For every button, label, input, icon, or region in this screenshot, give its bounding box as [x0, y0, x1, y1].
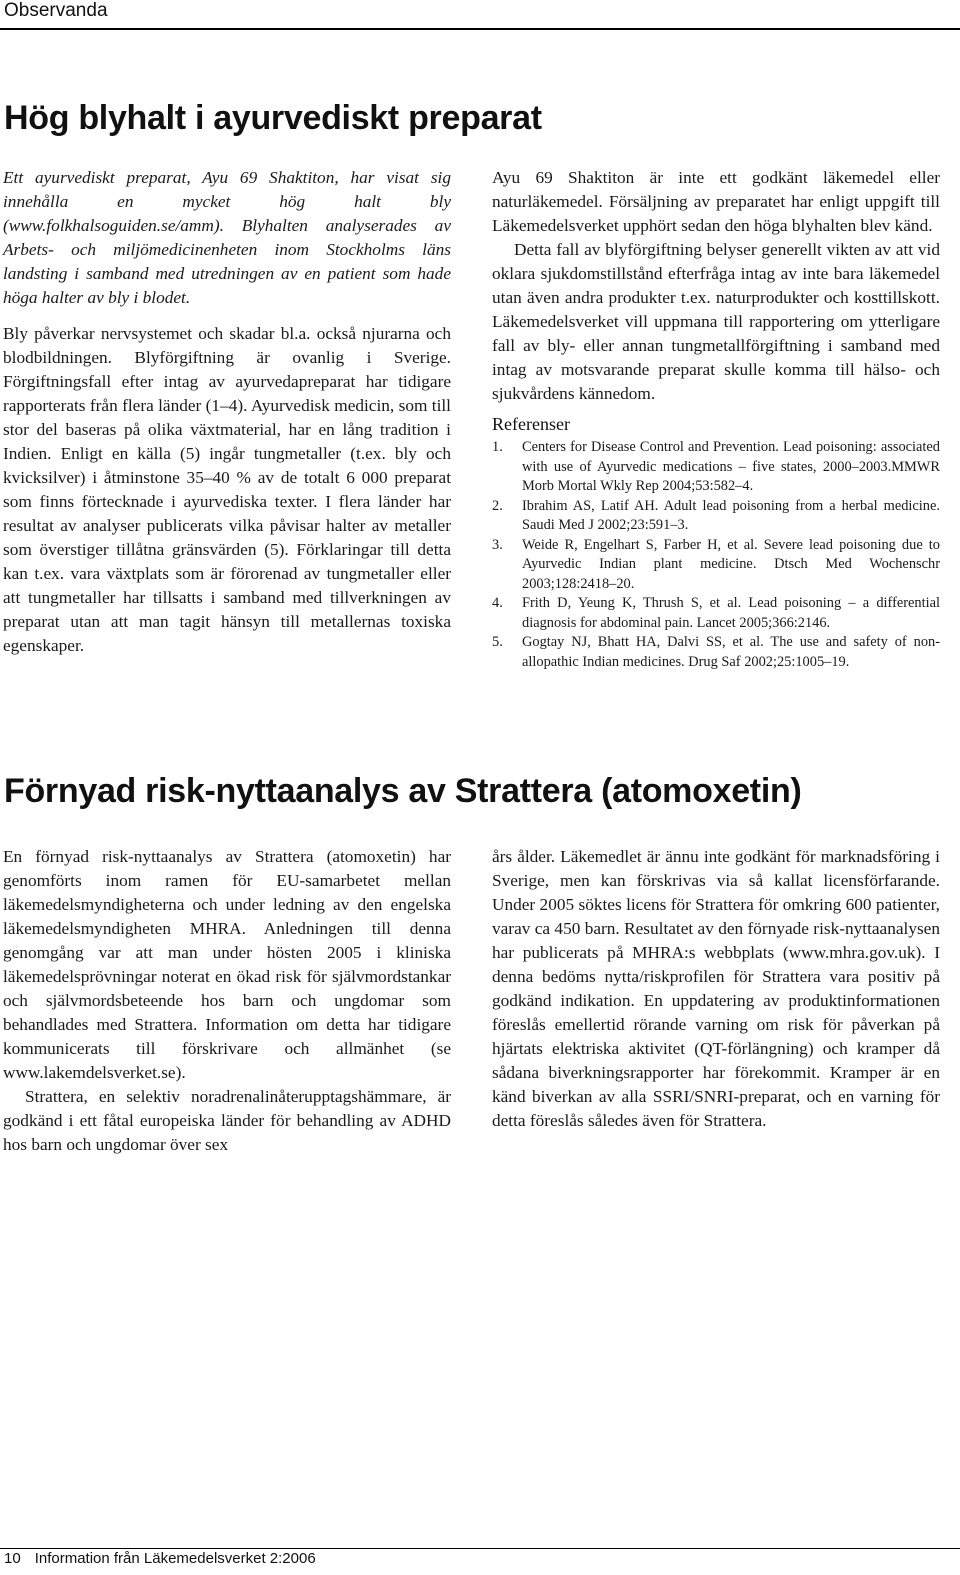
publication-name: Information från Läkemedelsverket 2:2006: [34, 1550, 316, 1567]
article2-right-column: [492, 845, 940, 1133]
article1-body-p2: Ayu 69 Shaktiton är inte ett godkänt läkemedel eller naturläkemedel. Försäljning av preparatet har enligt uppgift till Läkemedelsverket upphört sedan den höga blyhalten blev känd.: [492, 168, 940, 235]
section-label: Observanda: [4, 0, 108, 21]
reference-item: 3. Weide R, Engelhart S, Farber H, et al. Severe lead poisoning due to Ayurvedic Indian plant medicine. Dtsch Med Wochenschr 2003;128:2418–20.: [492, 536, 940, 592]
article1-body-p3: Detta fall av blyförgiftning belyser generellt vikten av att vid oklara sjukdomstillstånd efterfråga intag av inte bara läkemedel utan även andra produkter t.ex. naturprodukter och kosttillskott. Läkemedelsverket vill uppmana till rapportering om ytterligare fall av bly- eller annan tungmetallförgiftning i samband med intag av motsvarande preparat skulle komma till hälso- och sjukvårdens kännedom.: [492, 240, 940, 403]
article1-left-column: [3, 166, 451, 658]
article2-left-column: [3, 845, 451, 1157]
page-footer: [4, 1550, 316, 1567]
reference-item: 1. Centers for Disease Control and Prevention. Lead poisoning: associated with use of Ayurvedic medications – five states, 2000–2003.MMWR Morb Mortal Wkly Rep 2004;53:582–4.: [492, 439, 940, 494]
article2-body-p2: Strattera, en selektiv noradrenalinåterupptagshämmare, är godkänd i ett fåtal europeiska länder för behandling av ADHD hos barn och ungdomar över sex: [3, 1087, 451, 1154]
article1-lead: Ett ayurvediskt preparat, Ayu 69 Shaktiton, har visat sig innehålla en mycket hög halt bly (www.folkhalsoguiden.se/amm). Blyhalten analyserades av Arbets- och miljömedicinenheten inom Stockholms läns landsting i samband med utredningen av en patient som hade höga halter av bly i blodet.: [3, 168, 451, 307]
article2-body-p1: En förnyad risk-nyttaanalys av Strattera (atomoxetin) har genomförts inom ramen för EU-samarbetet mellan läkemedelsmyndigheterna och under ledning av den engelska läkemedelsmyndigheten MHRA. Anledningen till denna genomgång var att man under hösten 2005 i kliniska läkemedelsprövningar noterat en ökad risk för självmordstankar och självmordsbeteende hos barn och ungdomar som behandlades med Strattera. Information om detta har tidigare kommunicerats till förskrivare och allmänhet (se www.lakemdelsverket.se).: [3, 847, 451, 1082]
reference-item: 5. Gogtay NJ, Bhatt HA, Dalvi SS, et al. The use and safety of non-allopathic Indian medicines. Drug Saf 2002;25:1005–19.: [492, 634, 940, 670]
references-heading: Referenser: [492, 414, 570, 434]
article2-body-p3: års ålder. Läkemedlet är ännu inte godkänt för marknadsföring i Sverige, men kan förskrivas via så kallat licensförfarande. Under 2005 söktes licens för Strattera för omkring 600 patienter, varav ca 450 barn. Resultatet av den förnyade risk-nyttaanalysen har publicerats på MHRA:s webbplats (www.mhra.gov.uk). I denna bedöms nytta/riskprofilen för Strattera vara positiv på godkänd indikation. En uppdatering av produktinformationen föreslås emellertid rörande varning om risk för påverkan på hjärtats elektriska aktivitet (QT-förlängning) och kramper då sådana biverkningsrapporter har förekommit. Kramper är en känd biverkan av alla SSRI/SNRI-preparat, och en varning för detta föreslås således även för Strattera.: [492, 847, 940, 1130]
reference-item: 4. Frith D, Yeung K, Thrush S, et al. Lead poisoning – a differential diagnosis for abdominal pain. Lancet 2005;366:2146.: [492, 595, 940, 631]
article1-right-column: [492, 166, 940, 672]
article2-title: Förnyad risk-nyttaanalys av Strattera (atomoxetin): [4, 772, 802, 810]
page-number: 10: [4, 1550, 21, 1567]
references-list: [492, 438, 940, 672]
reference-item: 2. Ibrahim AS, Latif AH. Adult lead poisoning from a herbal medicine. Saudi Med J 2002;23:591–3.: [492, 497, 940, 533]
article1-body-p1: Bly påverkar nervsystemet och skadar bl.a. också njurarna och blodbildningen. Blyförgiftning är ovanlig i Sverige. Förgiftningsfall efter intag av ayurvedapreparat har tidigare rapporterats från flera länder (1–4). Ayurvedisk medicin, som till stor del baseras på olika växtmaterial, har en lång tradition i Indien. Enligt en källa (5) ingår tungmetaller (t.ex. bly och kvicksilver) i åtminstone 35–40 % av de totalt 6 000 preparat som finns förtecknade i ayurvediska texter. I flera länder har resultat av analyser publicerats vilka påvisar halter av metaller som överstiger tillåtna gränsvärden (5). Förklaringar till detta kan t.ex. vara växtplats som är förorenad av tungmetaller eller att tungmetaller har tillsatts i samband med tillverkningen av preparat utan att man tagit hänsyn till metallernas toxiska egenskaper.: [3, 324, 451, 655]
article1-title: Hög blyhalt i ayurvediskt preparat: [4, 99, 542, 137]
top-rule: [0, 28, 960, 30]
footer-rule: [0, 1548, 960, 1549]
